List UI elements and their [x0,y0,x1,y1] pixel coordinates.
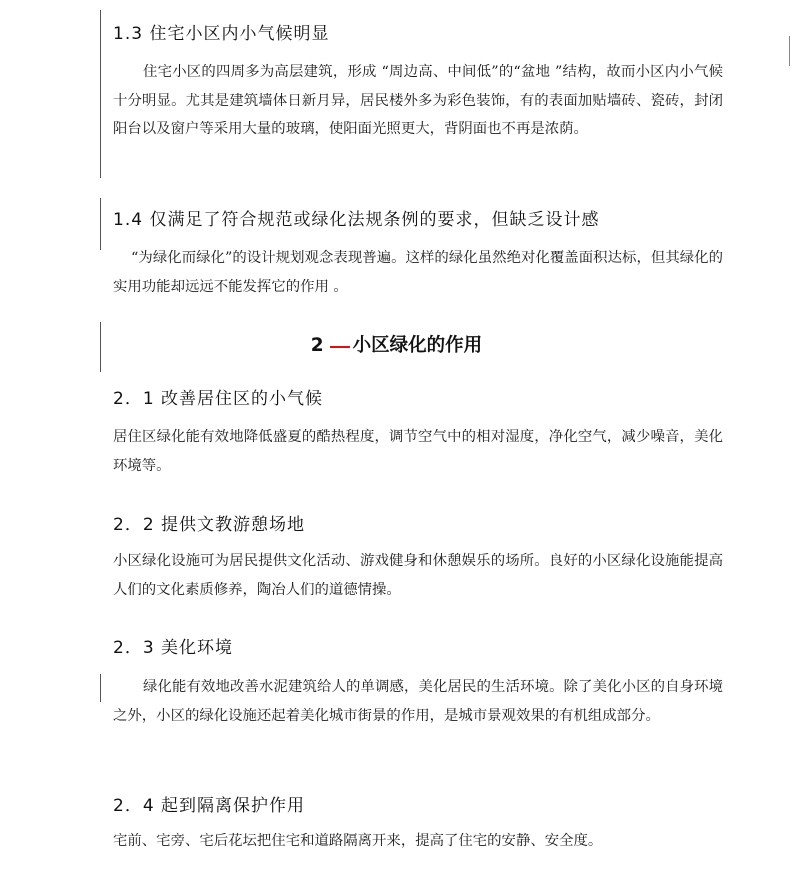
subsection-heading: 2．1 改善居住区的小气候 [113,389,324,409]
chapter-heading [0,331,793,357]
subsection-heading: 2．4 起到隔离保护作用 [113,796,306,816]
chapter-number: 2 [310,335,324,356]
chapter-title: 小区绿化的作用 [352,335,483,356]
subsection-body: 居住区绿化能有效地降低盛夏的酷热程度，调节空气中的相对湿度，净化空气，减少噪音，美化环境等。 [113,429,723,474]
change-bar [100,10,101,178]
subsection-heading: 2．3 美化环境 [113,638,234,658]
subsection-heading: 2．2 提供文教游憩场地 [113,515,306,535]
section-heading: 1.4 仅满足了符合规范或绿化法规条例的要求，但缺乏设计感 [113,210,600,230]
subsection-body: 绿化能有效地改善水泥建筑给人的单调感，美化居民的生活环境。除了美化小区的自身环境之外，小区的绿化设施还起着美化城市街景的作用，是城市景观效果的有机组成部分。 [113,679,723,724]
section-heading: 1.3 住宅小区内小气候明显 [113,24,330,44]
subsection-body: 小区绿化设施可为居民提供文化活动、游戏健身和休憩娱乐的场所。良好的小区绿化设施能提高人们的文化素质修养，陶冶人们的道德情操。 [113,553,723,598]
change-bar [100,198,101,250]
change-bar [100,674,101,702]
section-body: “为绿化而绿化”的设计规划观念表现普遍。这样的绿化虽然绝对化覆盖面积达标，但其绿化的实用功能却远远不能发挥它的作用 。 [113,250,723,295]
subsection-body: 宅前、宅旁、宅后花坛把住宅和道路隔离开来，提高了住宅的安静、安全度。 [113,833,603,849]
section-body: 住宅小区的四周多为高层建筑，形成 “周边高、中间低”的“盆地 ”结构，故而小区内小气候十分明显。尤其是建筑墙体日新月异，居民楼外多为彩色装饰，有的表面加贴墙砖、瓷砖，封闭阳台以及窗户等采用大量的玻璃，使阳面光照更大，背阴面也不再是浓荫。 [113,64,723,137]
change-bar [789,36,790,66]
revision-mark [330,346,350,348]
